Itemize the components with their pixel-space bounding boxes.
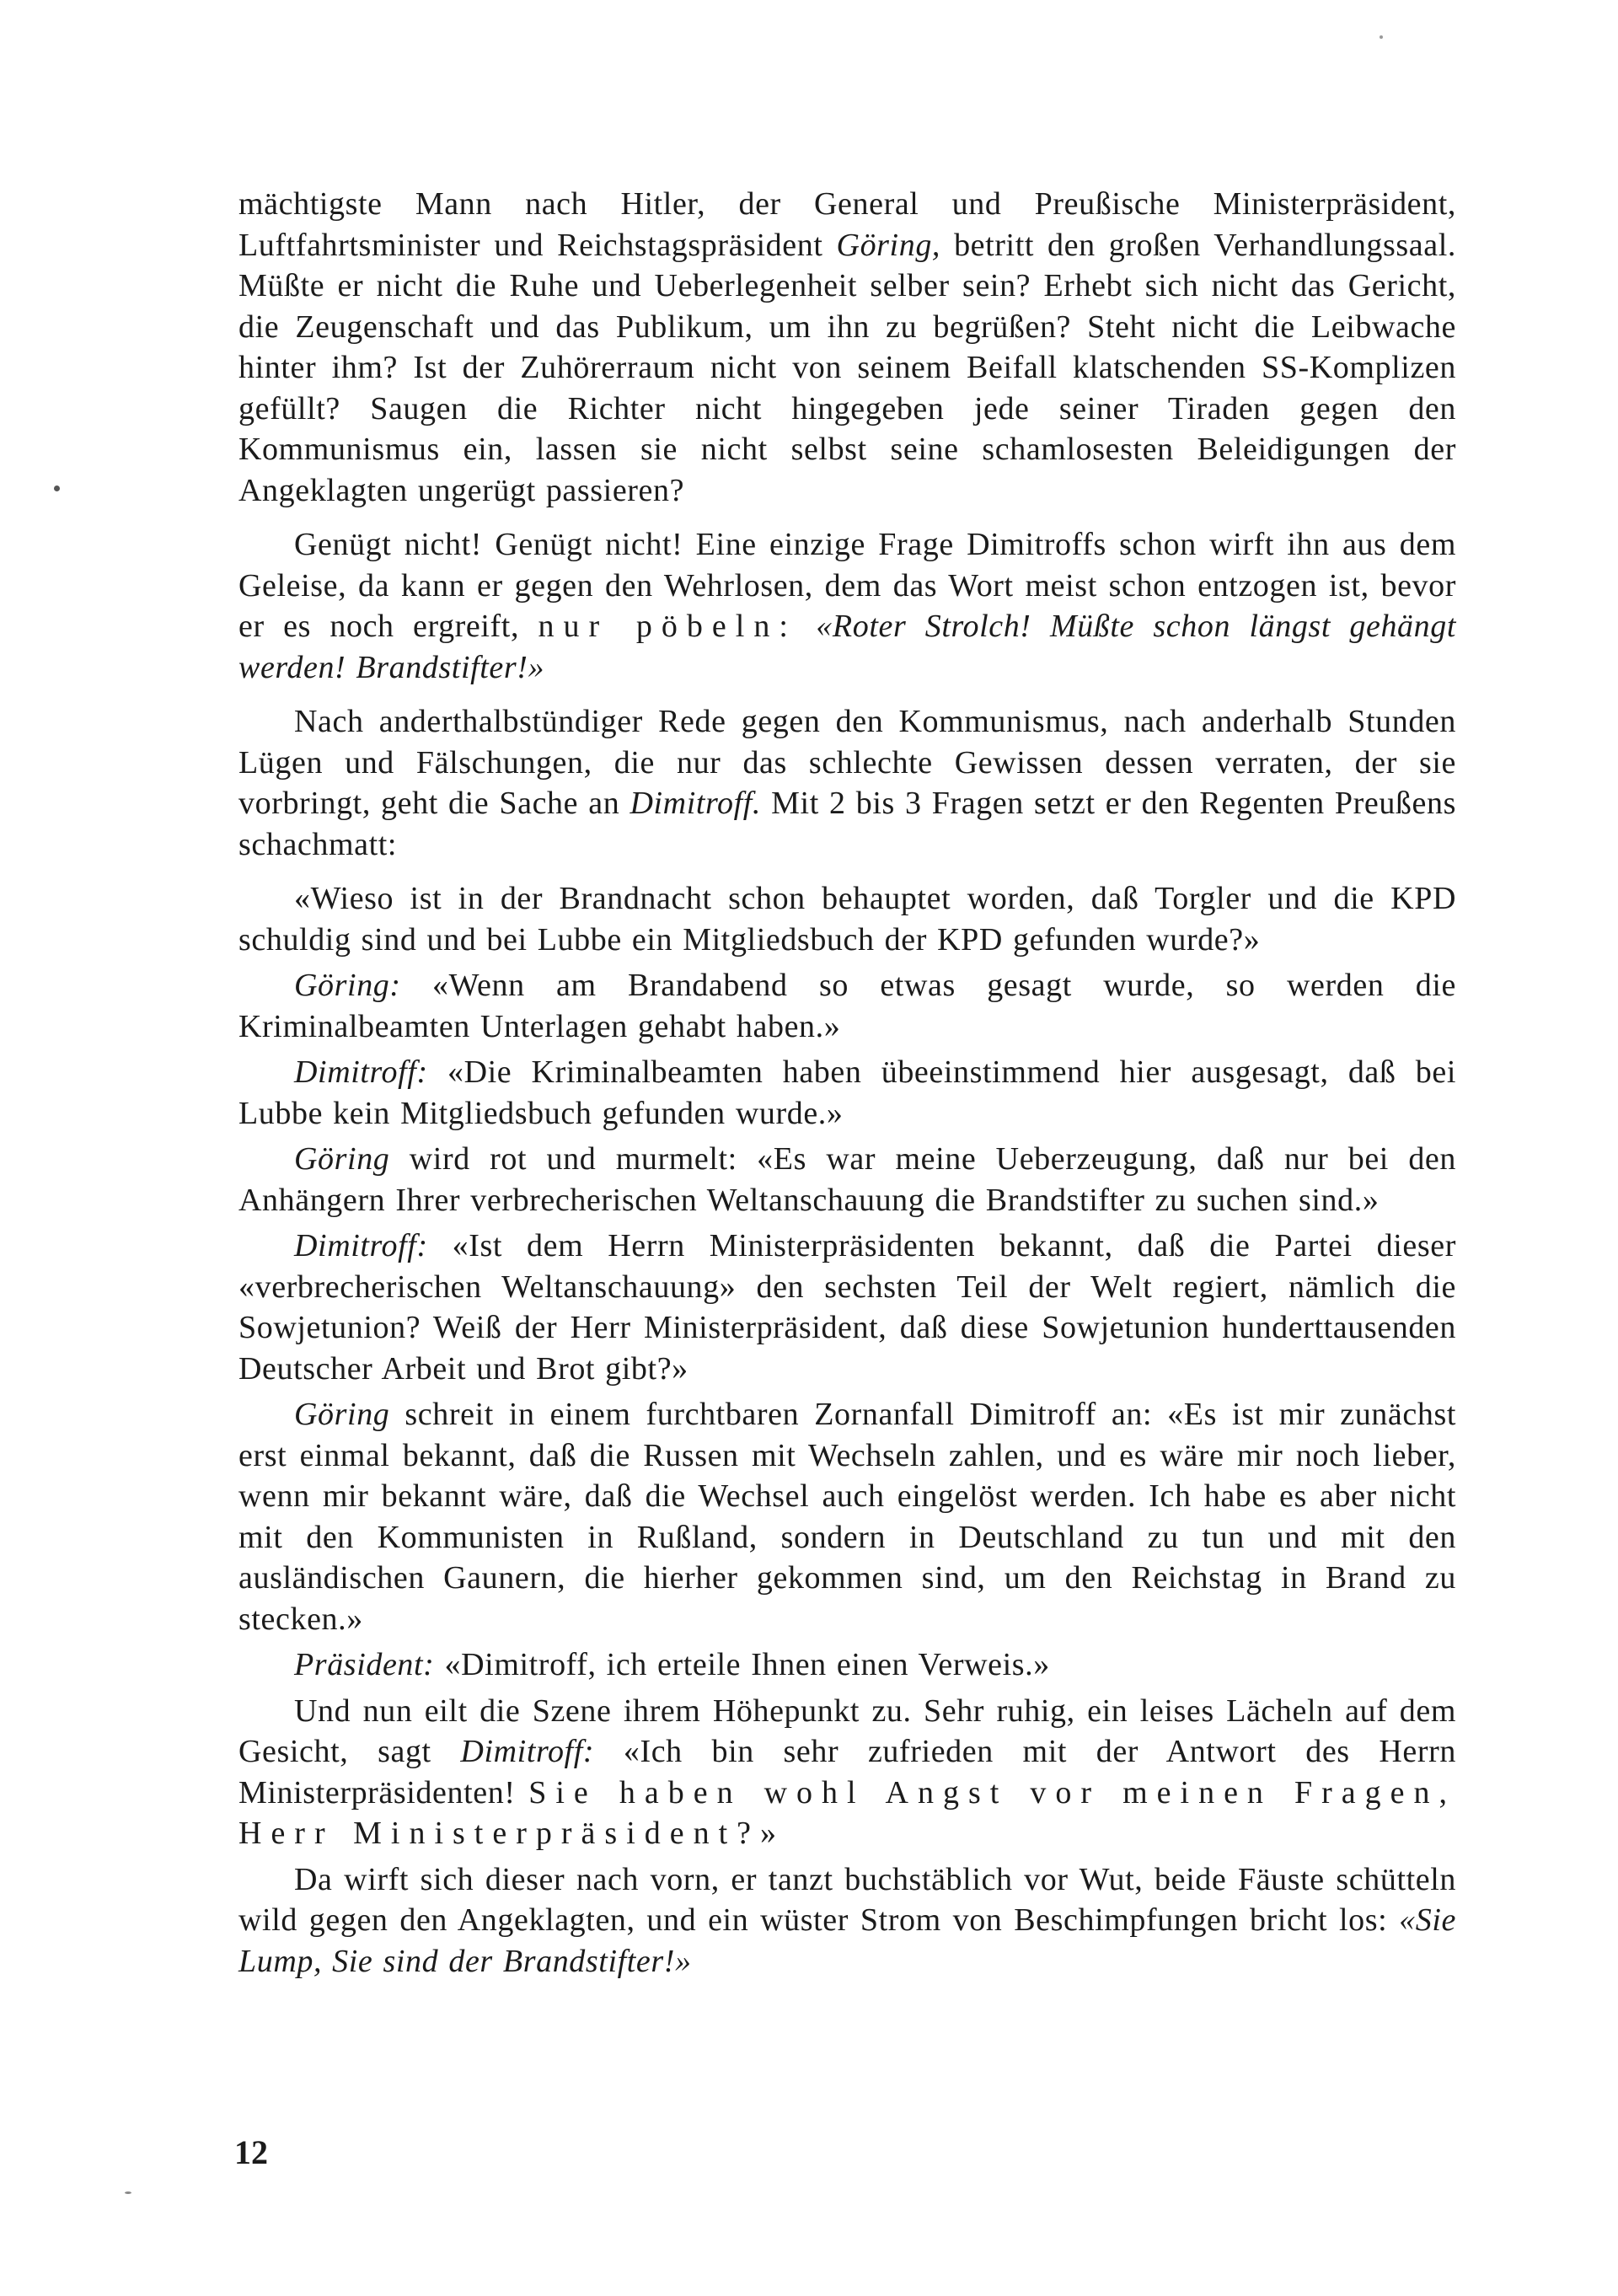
speaker-label: Göring [294, 1397, 390, 1432]
paragraph [238, 1691, 1456, 1854]
paragraph-text: «Ist dem Herrn Ministerpräsidenten bekannt, daß die Partei dieser «verbrecherischen Weltanschauung» den sechsten Teil der Welt regiert, nämlich die Sowjetunion? Weiß der Herr Ministerpräsident, daß diese Sowjetunion hunderttausenden Deutscher Arbeit und Brot gibt?» [238, 1228, 1456, 1387]
paragraph-text: wird rot und murmelt: «Es war meine Ueberzeugung, daß nur bei den Anhängern Ihrer verbrecherischen Weltanschauung die Brandstifter zu suchen sind.» [238, 1141, 1456, 1218]
spaced-emphasis: Sie haben wohl Angst vor meinen Fragen, Herr Ministerpräsident?» [238, 1774, 1456, 1851]
paragraph-text: «Ich bin sehr zufrieden mit der Antwort des Herrn Ministerpräsidenten! [238, 1734, 1456, 1811]
paragraph [238, 878, 1456, 960]
speaker-label: Göring: [294, 968, 401, 1003]
body-text [238, 184, 1456, 1987]
paragraph-text: «Wenn am Brandabend so etwas gesagt wurde, so werden die Kriminalbeamten Unterlagen gehabt haben.» [238, 968, 1456, 1044]
name-emphasis: Dimitroff. [630, 786, 762, 821]
quote-emphasis: «Roter Strolch! Müßte schon längst gehängt werden! Brandstifter!» [238, 609, 1457, 685]
name-emphasis: Dimitroff: [460, 1734, 595, 1769]
paragraph-text: schreit in einem furchtbaren Zornanfall Dimitroff an: «Es ist mir zunächst erst einmal bekannt, daß die Russen mit Wechseln zahlen, und es wäre mir noch lieber, wenn mir bekannt wäre, daß die Wechsel auch eingelöst werden. Ich habe es aber nicht mit den Kommunisten in Rußland, sondern in Deutschland zu tun und mit den ausländischen Gaunern, die hierher gekommen sind, um den Reichstag in Brand zu stecken.» [238, 1397, 1456, 1637]
paragraph [238, 1859, 1456, 1982]
paragraph-text: Da wirft sich dieser nach vorn, er tanzt buchstäblich vor Wut, beide Fäuste schütteln wild gegen den Angeklagten, und ein wüster Strom von Beschimpfungen bricht los: [238, 1861, 1456, 1938]
paragraph [238, 701, 1456, 865]
paragraph-text: Genügt nicht! Genügt nicht! Eine einzige Frage Dimitroffs schon wirft ihn aus dem Geleise, da kann er gegen den Wehrlosen, dem das Wort meist schon entzogen ist, bevor er es noch ergreift, [238, 527, 1456, 644]
speaker-label: Göring [294, 1141, 390, 1177]
scan-speck [1380, 35, 1383, 39]
spaced-emphasis: nur pöbeln: [538, 609, 797, 644]
speaker-label: Dimitroff: [294, 1228, 428, 1263]
paragraph-text: Nach anderthalbstündiger Rede gegen den Kommunismus, nach anderhalb Stunden Lügen und Fälschungen, die nur das schlechte Gewissen dessen verraten, der sie vorbringt, geht die Sache an [238, 704, 1456, 821]
name-emphasis: Göring, [836, 227, 941, 263]
page-number: 12 [234, 2133, 268, 2171]
paragraph-text: mächtigste Mann nach Hitler, der General und Preußische Ministerpräsident, Luftfahrtsminister und Reichstagspräsident [238, 186, 1456, 263]
paragraph-text: Und nun eilt die Szene ihrem Höhepunkt zu. Sehr ruhig, ein leises Lächeln auf dem Gesicht, sagt [238, 1692, 1456, 1769]
paragraph [238, 965, 1456, 1047]
paragraph [238, 184, 1456, 511]
paragraph [238, 1052, 1456, 1134]
paragraph-text: «Dimitroff, ich erteile Ihnen einen Verweis.» [434, 1647, 1050, 1682]
speaker-label: Präsident: [294, 1647, 435, 1682]
scan-speck [54, 485, 60, 491]
paragraph-text: Mit 2 bis 3 Fragen setzt er den Regenten Preußens schachmatt: [238, 786, 1456, 862]
paragraph [238, 1644, 1456, 1686]
quote-emphasis: «Sie Lump, Sie sind der Brandstifter!» [238, 1902, 1456, 1979]
paragraph-text: «Die Kriminalbeamten haben übeeinstimmend hier ausgesagt, daß bei Lubbe kein Mitgliedsbuch gefunden wurde.» [238, 1054, 1456, 1131]
speaker-label: Dimitroff: [294, 1054, 428, 1090]
scan-speck [125, 2191, 131, 2194]
paragraph [238, 1226, 1456, 1389]
paragraph-text: betritt den großen Verhandlungssaal. Müßte er nicht die Ruhe und Ueberlegenheit selber sein? Erhebt sich nicht das Gericht, die Zeugenschaft und das Publikum, um ihn zu begrüßen? Steht nicht die Leibwache hinter ihm? Ist der Zuhörerraum nicht von seinem Beifall klatschenden SS-Komplizen gefüllt? Saugen die Richter nicht hingegeben jede seiner Tiraden gegen den Kommunismus ein, lassen sie nicht selbst seine schamlosesten Beleidigungen der Angeklagten ungerügt passieren? [238, 227, 1456, 508]
paragraph [238, 1394, 1456, 1639]
paragraph-text: «Wieso ist in der Brandnacht schon behauptet worden, daß Torgler und die KPD schuldig sind und bei Lubbe ein Mitgliedsbuch der KPD gefunden wurde?» [238, 881, 1456, 958]
paragraph [238, 524, 1456, 688]
paragraph [238, 1139, 1456, 1220]
